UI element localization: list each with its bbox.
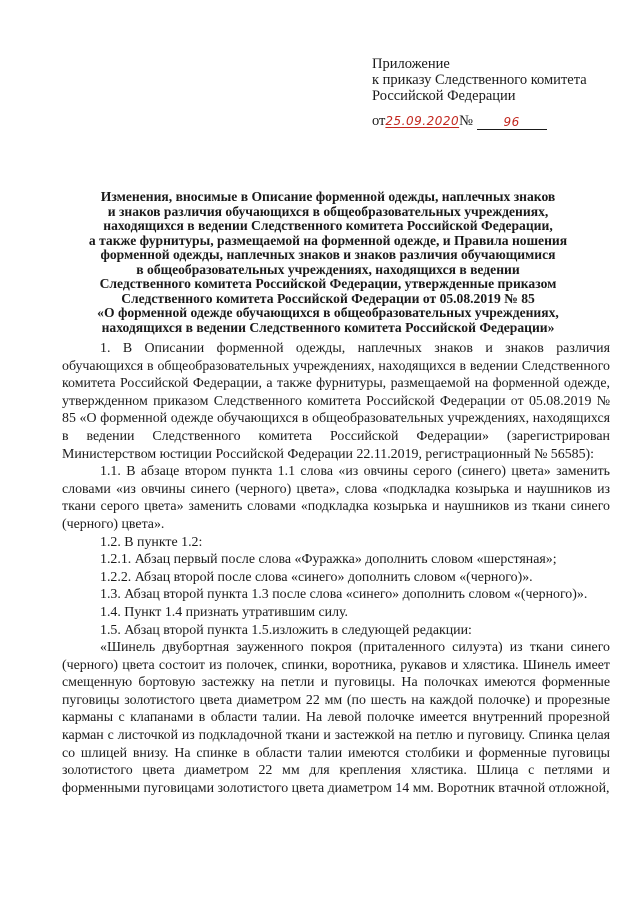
title-line: «О форменной одежде обучающихся в общеобразовательных учреждениях,: [97, 305, 559, 320]
document-body: [62, 340, 610, 797]
title-line: находящихся в ведении Следственного комитета Российской Федерации,: [103, 218, 553, 233]
title-line: в общеобразовательных учреждениях, находящихся в ведении: [136, 261, 520, 277]
appendix-org: Российской Федерации: [372, 88, 516, 104]
order-date-number: [372, 112, 622, 130]
paragraph-1-4: 1.4. Пункт 1.4 признать утратившим силу.: [100, 604, 349, 620]
paragraph-1-2-1: 1.2.1. Абзац первый после слова «Фуражка» дополнить словом «шерстяная»;: [100, 552, 557, 568]
handwritten-date: 25.09.2020: [385, 114, 460, 128]
paragraph-1-3: 1.3. Абзац второй пункта 1.3 после слова «синего» дополнить словом «(черного)».: [100, 587, 588, 603]
title-line: форменной одежды, наплечных знаков и знаков различия обучающимися: [100, 247, 556, 262]
paragraph-1-2-2: 1.2.2. Абзац второй после слова «синего» дополнить словом «(черного)».: [100, 569, 533, 585]
paragraph-1-2: 1.2. В пункте 1.2:: [100, 534, 203, 550]
paragraph-1-5: 1.5. Абзац второй пункта 1.5.изложить в следующей редакции:: [100, 622, 472, 638]
number-label: №: [459, 113, 473, 129]
appendix-title: Приложение: [372, 56, 450, 72]
from-label: от: [372, 113, 386, 129]
title-line: и знаков различия обучающихся в общеобразовательных учреждениях,: [107, 203, 549, 219]
handwritten-number: 96: [503, 115, 520, 129]
document-title: [60, 190, 596, 335]
title-line: находящихся в ведении Следственного комитета Российской Федерации»: [101, 319, 555, 335]
title-line: Следственного комитета Российской Федерации, утвержденные приказом: [99, 276, 557, 291]
title-line: а также фурнитуры, размещаемой на форменной одежде, и Правила ношения: [88, 232, 568, 248]
paragraph-quote: «Шинель двубортная зауженного покроя (приталенного силуэта) из ткани синего (черного) цвета состоит из полочек, спинки, воротника, рукавов и хлястика. Шинель имеет смещенную бортовую застежку на петли и пуговицы. На полочках имеются форменные пуговицы золотистого цвета диаметром 22 мм (по шесть на каждой полочке) и прорезные карманы с клапанами в области талии. На левой полочке имеется внутренний прорезной карман с листочкой из подкладочной ткани и застежкой на петлю и пуговицу. Спинка целая со шлицей внизу. На спинке в области талии имеются столбики и форменные пуговицы золотистого цвета диаметром 22 мм для крепления хлястика. Шлица с петлями и форменными пуговицами золотистого цвета диаметром 14 мм. Воротник втачной отложной,: [62, 640, 610, 796]
paragraph-1: 1. В Описании форменной одежды, наплечных знаков и знаков различия обучающихся в общеобразовательных учреждениях, находящихся в ведении Следственного комитета Российской Федерации, а также фурнитуры, размещаемой на форменной одежде, утвержденном приказом Следственного комитета Российской Федерации от 05.08.2019 № 85 «О форменной одежде обучающихся в общеобразовательных учреждениях, находящихся в ведении Следственного комитета Российской Федерации» (зарегистрирован Министерством юстиции Российской Федерации 22.11.2019, регистрационный № 56585):: [62, 341, 610, 462]
title-line: Следственного комитета Российской Федерации от 05.08.2019 № 85: [121, 290, 535, 306]
appendix-order-ref: к приказу Следственного комитета: [372, 72, 587, 88]
title-line: Изменения, вносимые в Описание форменной одежды, наплечных знаков: [100, 189, 556, 204]
paragraph-1-1: 1.1. В абзаце втором пункта 1.1 слова «из овчины серого (синего) цвета» заменить словами «из овчины синего (черного) цвета», слова «подкладка козырька и наушников из ткани серого цвета» заменить словами «подкладка козырька и наушников из ткани синего (черного) цвета».: [62, 464, 610, 532]
appendix-block: [372, 56, 622, 104]
